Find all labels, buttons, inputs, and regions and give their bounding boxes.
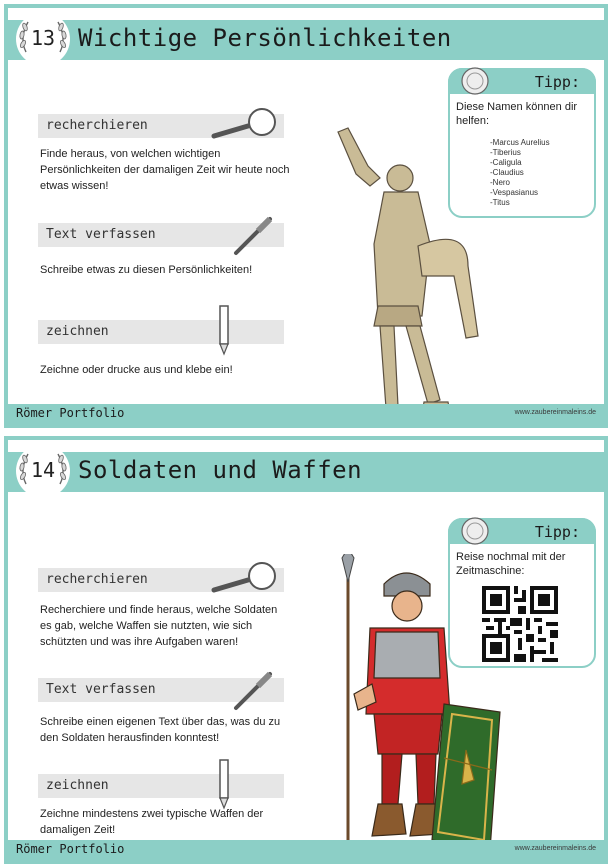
task-draw — [38, 774, 284, 798]
card-header — [8, 452, 604, 492]
list-item: -Marcus Aurelius — [490, 138, 550, 147]
list-item: -Claudius — [490, 168, 524, 177]
laurel-badge — [14, 10, 72, 68]
card-number: 13 — [30, 26, 56, 50]
list-item: -Titus — [490, 198, 510, 207]
magnifier-icon — [208, 104, 280, 149]
task-label: recherchieren — [46, 118, 148, 133]
list-item: -Nero — [490, 178, 511, 187]
task-research — [38, 114, 284, 138]
roman-soldier-illustration — [326, 554, 506, 859]
coin-icon — [460, 516, 490, 551]
footer-label: Römer Portfolio — [16, 842, 125, 856]
card-number: 14 — [30, 458, 56, 482]
list-item: -Caligula — [490, 158, 522, 167]
name-list — [490, 138, 550, 208]
task-label: zeichnen — [46, 324, 109, 339]
tip-text: Reise nochmal mit der Zeitmaschine: — [456, 551, 566, 577]
card-header — [8, 20, 604, 60]
list-item: -Vespasianus — [490, 188, 539, 197]
task-label: Text verfassen — [46, 682, 156, 697]
portfolio-card-13 — [4, 4, 608, 428]
footer-url: www.zaubereinmaleins.de — [514, 409, 596, 416]
tip-text: Diese Namen können dir helfen: — [456, 101, 578, 127]
task-description: Schreibe etwas zu diesen Persönlichkeiten! — [40, 264, 253, 276]
task-write — [38, 223, 284, 247]
card-title: Wichtige Persönlichkeiten — [78, 24, 452, 52]
coin-icon — [460, 66, 490, 101]
task-label: recherchieren — [46, 572, 148, 587]
roman-statue-illustration — [318, 126, 488, 431]
task-draw — [38, 320, 284, 344]
task-label: zeichnen — [46, 778, 109, 793]
magnifier-icon — [208, 558, 280, 603]
task-description: Schreibe einen eigenen Text über das, was du zu den Soldaten herausfinden konntest! — [40, 716, 281, 744]
task-description: Zeichne mindestens zwei typische Waffen der damaligen Zeit! — [40, 808, 264, 836]
task-description: Zeichne oder drucke aus und klebe ein! — [40, 364, 233, 376]
pen-icon — [230, 213, 280, 262]
footer-label: Römer Portfolio — [16, 406, 125, 420]
task-research — [38, 568, 284, 592]
task-write — [38, 678, 284, 702]
card-footer — [8, 840, 604, 860]
footer-url: www.zaubereinmaleins.de — [514, 845, 596, 852]
tip-title: Tipp: — [534, 523, 580, 541]
card-footer — [8, 404, 604, 424]
task-label: Text verfassen — [46, 227, 156, 242]
list-item: -Tiberius — [490, 148, 521, 157]
task-description: Finde heraus, von welchen wichtigen Persönlichkeiten der damaligen Zeit wir heute noch etwas wissen! — [40, 148, 290, 192]
pencil-icon — [214, 304, 234, 361]
pen-icon — [230, 668, 280, 717]
card-title: Soldaten und Waffen — [78, 456, 363, 484]
task-description: Recherchiere und finde heraus, welche Soldaten es gab, welche Waffen sie nutzten, wie sich schützten und was ihre Aufgaben waren! — [40, 604, 278, 648]
portfolio-card-14 — [4, 436, 608, 864]
laurel-badge — [14, 442, 72, 500]
tip-title: Tipp: — [534, 73, 580, 91]
